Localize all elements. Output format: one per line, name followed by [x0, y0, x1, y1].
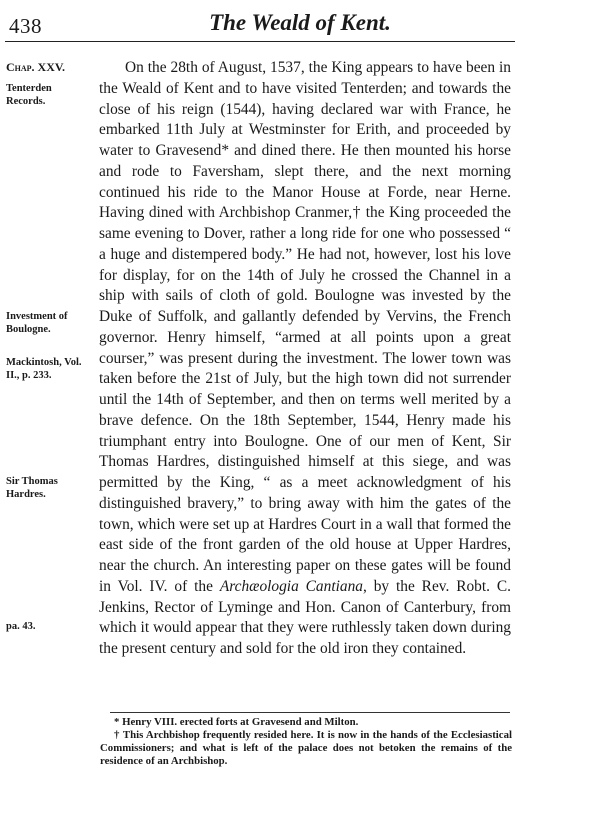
footnote-rule: [110, 712, 510, 713]
body-text-part2: and dined there. He then mounted his horse and rode to Faversham, slept there, and the next morning continued his ride to the Manor House at Forde, near Herne. Having dined with Archbishop Cranmer,: [99, 142, 512, 222]
main-text: [99, 58, 511, 660]
footnotes: [100, 716, 512, 768]
running-title: The Weald of Kent.: [209, 10, 391, 35]
margin-note-hardres: Sir Thomas Hardres.: [6, 476, 58, 500]
header-rule: [5, 41, 515, 42]
journal-title: Archæologia Cantiana: [219, 577, 363, 595]
page-number: 438: [9, 14, 42, 38]
body-paragraph: [99, 58, 511, 660]
margin-note-page-ref: pa. 43.: [6, 621, 36, 632]
footnote-mark-dagger: †: [352, 204, 362, 222]
footnote-star: * Henry VIII. erected forts at Gravesend and Milton.: [114, 716, 359, 728]
body-text-part1: On the 28th of August, 1537, the King appears to have been in the Weald of Kent and to have visited Tenterden; and towards the close of his reign (1544), having declared war with France, he embarked 11th July at Westminster for Erith, and proceeded by water to Gravesend: [99, 59, 511, 159]
footnote-mark-star: *: [221, 142, 230, 159]
margin-note-chapter: Chap. XXV.: [6, 60, 66, 74]
page-header: [0, 10, 600, 40]
footnote-dagger: † This Archbishop frequently resided here. It is now in the hands of the Ecclesiastical Commissioners; and what is left of the palace does not betoken the remains of the residence of an Archbishop.: [100, 729, 512, 767]
margin-note-tenterden: Tenterden Records.: [6, 83, 52, 107]
body-text-part4: , by the Rev. Robt. C. Jenkins, Rector of Lyminge and Hon. Canon of Canterbury, from which it would appear that they were ruthlessly taken down during the present century and sold for the old iron they contained.: [99, 577, 512, 657]
margin-note-mackintosh: Mackintosh, Vol. II., p. 233.: [6, 357, 82, 381]
body-text-part3: the King proceeded the same evening to Dover, rather a long ride for one who possessed “ a huge and distempered body.” He had not, however, lost his love for display, for on the 14th of July he crossed the Channel in a ship with sails of cloth of gold. Boulogne was invested by the Duke of Suffolk, and gallantly defended by Vervins, the French governor. Henry himself, “armed at all points upon a great courser,” was present during the investment. The lower town was taken before the 21st of July, but the high town did not surrender until the 14th of September, and then on terms well merited by a brave defence. On the 18th September, 1544, Henry made his triumphant entry into Boulogne. One of our men of Kent, Sir Thomas Hardres, distinguished himself at this siege, and was permitted by the King, “ as a meet acknowledgment of his distinguished bravery,” to bring away with him the gates of the town, which were set up at Hardres Court in a wall that formed the east side of the front garden of the old house at Upper Hardres, near the church. An interesting paper on these gates will be found in Vol. IV. of the: [99, 204, 511, 595]
margin-note-investment: Investment of Boulogne.: [6, 311, 68, 335]
